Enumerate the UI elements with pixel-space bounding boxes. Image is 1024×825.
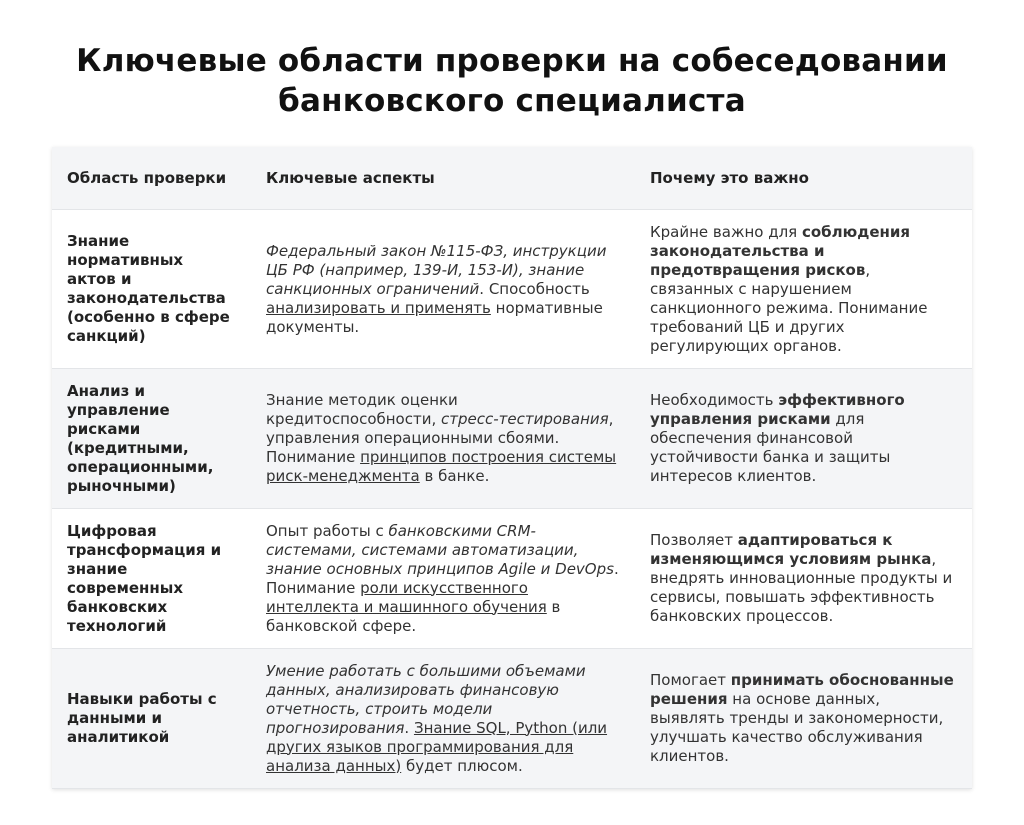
aspects-text: в банковской сфере. — [266, 597, 561, 635]
importance-text: Крайне важно для — [650, 222, 802, 241]
page-title-line-2: банковского специалиста — [278, 83, 746, 119]
aspects-underlined: анализировать и применять — [266, 298, 491, 317]
importance-text: Помогает — [650, 671, 731, 689]
aspects-cell — [251, 210, 635, 369]
importance-cell — [635, 369, 972, 509]
header-importance: Почему это важно — [635, 147, 972, 210]
page-title-line-1: Ключевые области проверки на собеседовании — [76, 43, 948, 79]
aspects-underlined: Знание SQL, Python (или других языков программирования для анализа данных) — [266, 718, 608, 775]
importance-cell — [635, 649, 972, 789]
importance-cell — [635, 210, 972, 369]
aspects-text: в банке. — [419, 467, 490, 485]
aspects-italic: стресс-тестирования — [441, 410, 609, 428]
area-cell: Цифровая трансформация и знание современных банковских технологий — [52, 509, 251, 649]
header-aspects: Ключевые аспекты — [251, 147, 635, 210]
aspects-cell — [251, 649, 635, 789]
aspects-italic: банковскими CRM-системами, системами автоматизации, знание основных принципов Agile и DevOps — [266, 521, 614, 578]
area-cell: Анализ и управление рисками (кредитными, операционными, рыночными) — [52, 369, 251, 509]
importance-bold: адаптироваться к изменяющимся условиям рынка — [650, 531, 932, 568]
importance-text: Позволяет — [650, 531, 738, 549]
table-row — [52, 649, 972, 789]
importance-text: Необходимость — [650, 391, 779, 409]
area-cell: Знание нормативных актов и законодательства (особенно в сфере санкций) — [52, 210, 251, 369]
importance-bold: принимать обоснованные решения — [650, 671, 954, 708]
aspects-text: будет плюсом. — [401, 756, 523, 775]
aspects-underlined: принципов построения системы риск-менеджмента — [266, 448, 617, 485]
importance-text: на основе данных, выявлять тренды и закономерности, улучшать качество обслуживания клиентов. — [650, 690, 944, 765]
importance-bold: эффективного управления рисками — [650, 391, 905, 428]
aspects-text: Опыт работы с — [266, 521, 389, 540]
aspects-text: . Понимание — [266, 559, 619, 597]
header-area: Область проверки — [52, 147, 251, 210]
aspects-italic: Умение работать с большими объемами данных, анализировать финансовую отчетность, строить модели прогнозирования — [266, 661, 586, 737]
aspects-text: . — [404, 718, 414, 737]
importance-bold: соблюдения законодательства и предотвращения рисков — [650, 222, 911, 279]
page-title — [0, 0, 1024, 121]
aspects-text: Знание методик оценки кредитоспособности, — [266, 391, 458, 428]
area-cell: Навыки работы с данными и аналитикой — [52, 649, 251, 789]
importance-text: , связанных с нарушением санкционного режима. Понимание требований ЦБ и других регулирующих органов. — [650, 260, 928, 355]
importance-text: , внедрять инновационные продукты и сервисы, повышать эффективность банковских процессов. — [650, 550, 953, 625]
aspects-text: , управления операционными сбоями. Понимание — [266, 410, 614, 466]
interview-areas-table — [52, 147, 972, 789]
aspects-text: нормативные документы. — [266, 298, 603, 336]
aspects-cell — [251, 509, 635, 649]
table-row — [52, 210, 972, 369]
importance-cell — [635, 509, 972, 649]
table-header-row — [52, 147, 972, 210]
aspects-cell — [251, 369, 635, 509]
importance-text: для обеспечения финансовой устойчивости банка и защиты интересов клиентов. — [650, 410, 891, 485]
aspects-italic: Федеральный закон №115-ФЗ, инструкции ЦБ РФ (например, 139-И, 153-И), знание санкционных ограничений — [266, 241, 607, 298]
table-row — [52, 509, 972, 649]
interview-areas-table-container — [52, 147, 972, 789]
aspects-text: . Способность — [479, 279, 590, 298]
table-row — [52, 369, 972, 509]
aspects-underlined: роли искусственного интеллекта и машинного обучения — [266, 578, 547, 616]
